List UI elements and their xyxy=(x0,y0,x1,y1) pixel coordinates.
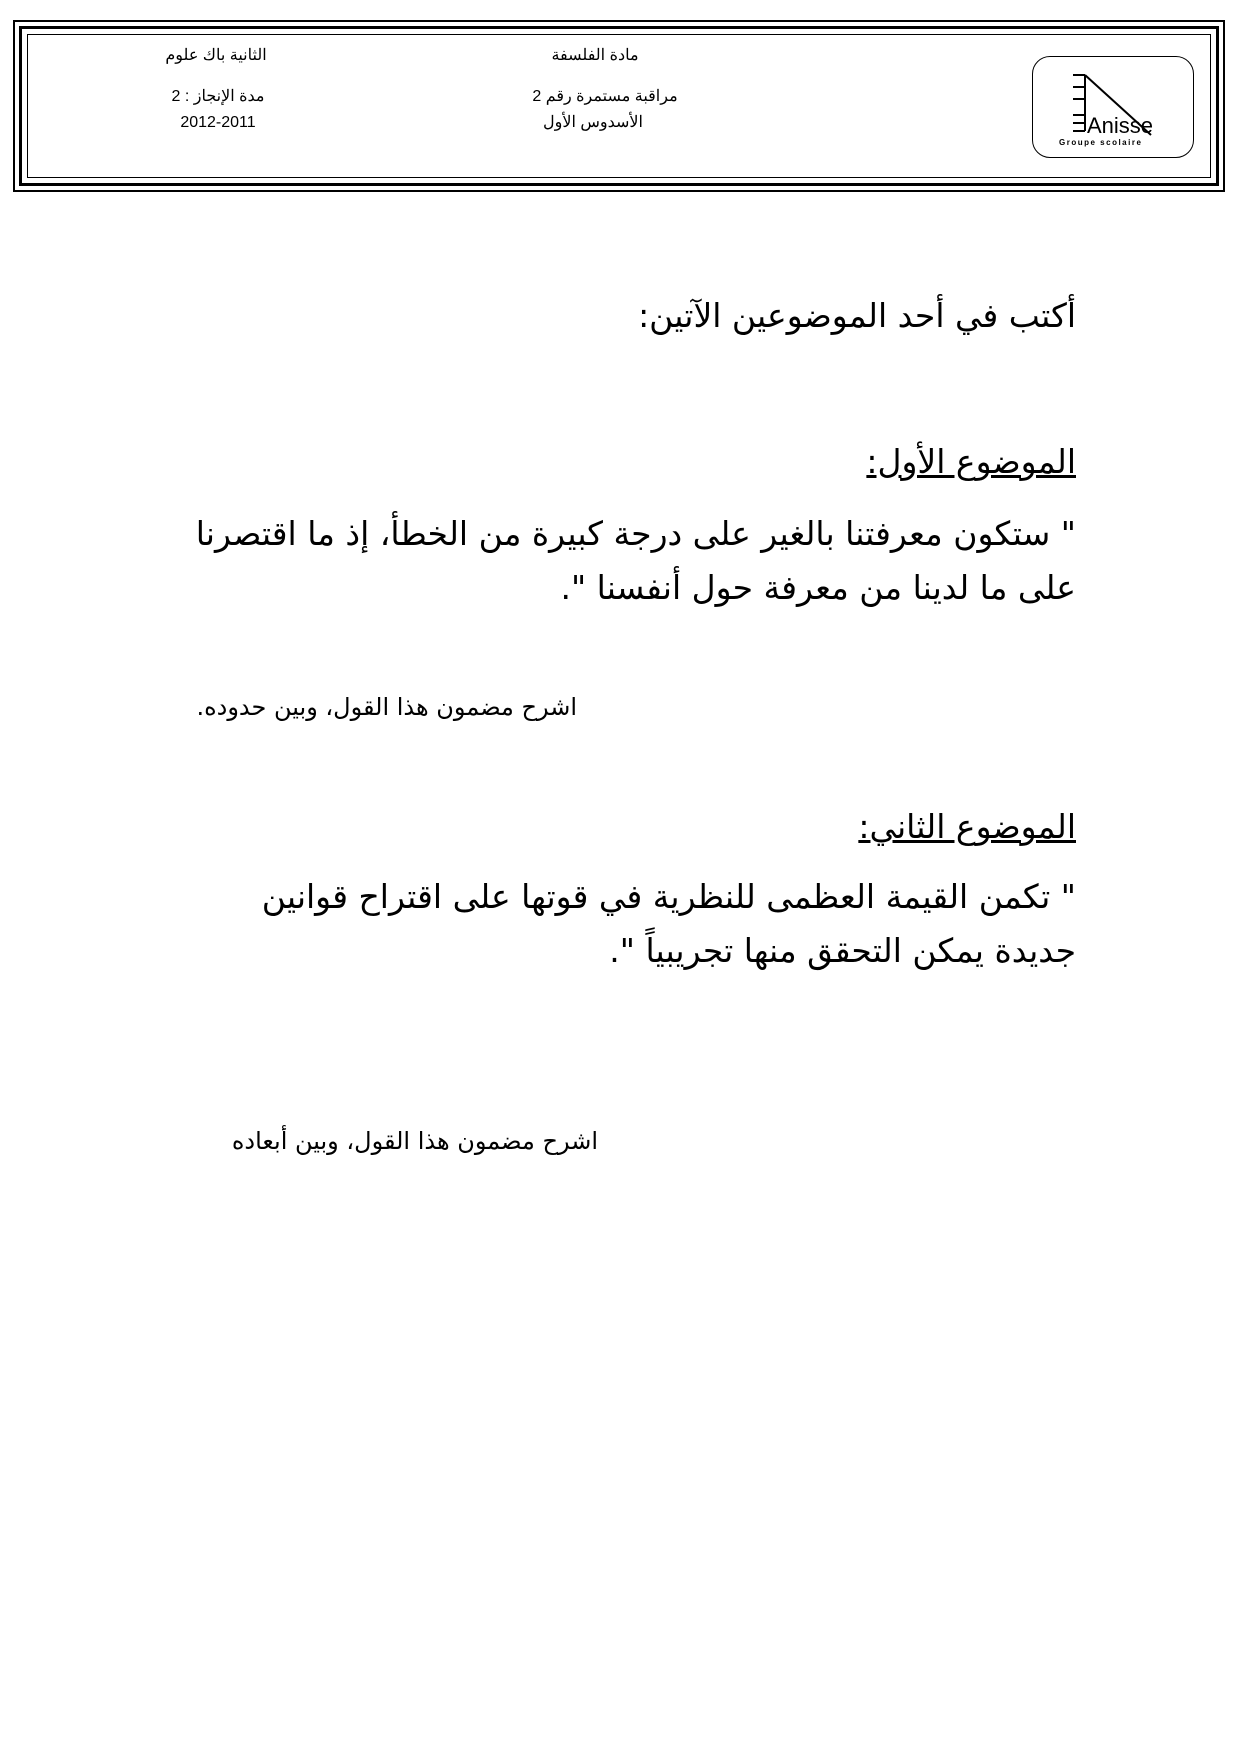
topic-2-task: اشرح مضمون هذا القول، وبين أبعاده xyxy=(231,1127,598,1155)
topic-2-quote-line-1: " تكمن القيمة العظمى للنظرية في قوتها على اقتراح قوانين xyxy=(261,877,1076,916)
topic-2-quote-line-2: جديدة يمكن التحقق منها تجريبياً ". xyxy=(609,931,1076,970)
topic-1-task: اشرح مضمون هذا القول، وبين حدوده. xyxy=(196,693,577,721)
semester-label: الأسدوس الأول xyxy=(543,114,643,131)
topic-2-heading: الموضوع الثاني: xyxy=(858,807,1076,846)
topic-1-quote-line-1: " ستكون معرفتنا بالغير على درجة كبيرة من الخطأ، إذ ما اقتصرنا xyxy=(195,514,1076,553)
exam-label: مراقبة مستمرة رقم 2 xyxy=(532,88,678,105)
level-label: الثانية باك علوم xyxy=(165,47,267,64)
topic-1-quote-line-2: على ما لدينا من معرفة حول أنفسنا ". xyxy=(560,568,1076,607)
instruction: أكتب في أحد الموضوعين الآتين: xyxy=(638,296,1076,335)
logo-mark-icon xyxy=(1033,57,1193,157)
school-logo xyxy=(1032,56,1194,158)
year-label: 2012-2011 xyxy=(180,114,256,131)
topic-1-heading: الموضوع الأول: xyxy=(866,442,1076,481)
subject-label: مادة الفلسفة xyxy=(551,47,639,64)
svg-text:Anisse: Anisse xyxy=(1087,113,1154,138)
duration-label: مدة الإنجاز : 2 xyxy=(171,88,265,105)
svg-text:Groupe scolaire: Groupe scolaire xyxy=(1059,138,1143,147)
